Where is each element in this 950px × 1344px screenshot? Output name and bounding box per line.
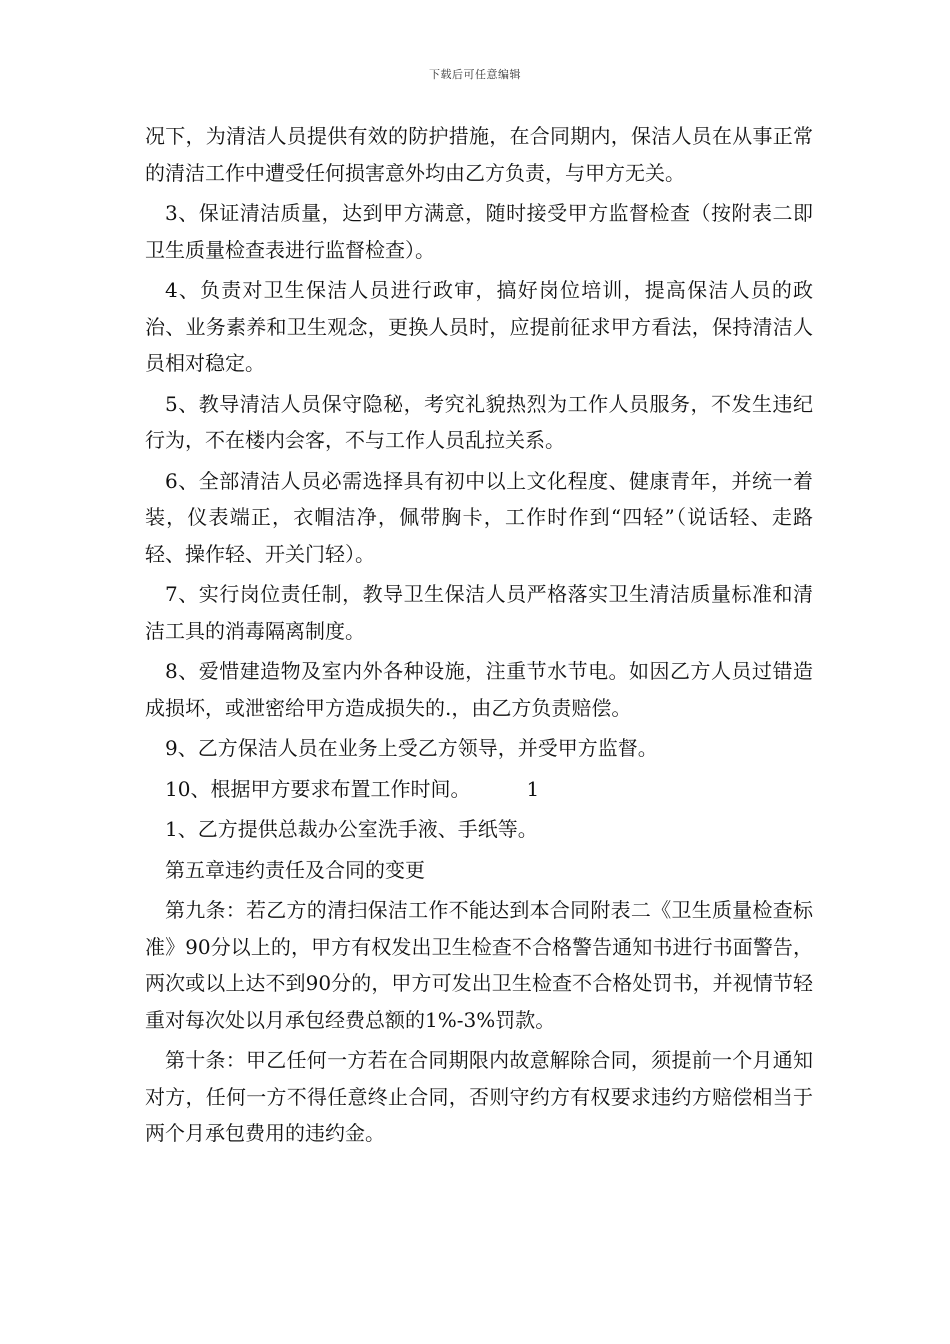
paragraph-item-9: 9、乙方保洁人员在业务上受乙方领导，并受甲方监督。 (165, 736, 658, 760)
page-header: 下载后可任意编辑 (429, 68, 521, 81)
paragraph-item-10 (145, 771, 813, 808)
chapter-five-heading: 第五章违约责任及合同的变更 (165, 857, 425, 882)
page-number: 1 (526, 776, 540, 801)
paragraph-item-6: 6、全部清洁人员必需选择具有初中以上文化程度、健康青年，并统一着装，仪表端正，衣帽洁净，佩带胸卡，工作时作到“四轻”（说话轻、走路轻、操作轻、开关门轻）。 (145, 468, 813, 566)
paragraph-item-10-text: 10、根据甲方要求布置工作时间。 (165, 776, 471, 801)
paragraph-item-4: 4、负责对卫生保洁人员进行政审，搞好岗位培训，提高保洁人员的政治、业务素养和卫生观念，更换人员时，应提前征求甲方看法，保持清洁人员相对稳定。 (145, 278, 813, 375)
paragraph-supply-item-1: 1、乙方提供总裁办公室洗手液、手纸等。 (165, 817, 538, 841)
paragraph-item-8: 8、爱惜建造物及室内外各种设施，注重节水节电。如因乙方人员过错造成损坏，或泄密给甲方造成损失的.，由乙方负责赔偿。 (145, 659, 813, 720)
article-ten: 第十条：甲乙任何一方若在合同期限内故意解除合同，须提前一个月通知对方，任何一方不得任意终止合同，否则守约方有权要求违约方赔偿相当于两个月承包费用的违约金。 (145, 1048, 813, 1145)
paragraph-item-5: 5、教导清洁人员保守隐秘，考究礼貌热烈为工作人员服务，不发生违纪行为，不在楼内会客，不与工作人员乱拉关系。 (145, 391, 813, 452)
paragraph-item-3: 3、保证清洁质量，达到甲方满意，随时接受甲方监督检查（按附表二即卫生质量检查表进行监督检查）。 (145, 201, 813, 262)
document-body (145, 118, 813, 1156)
paragraph-item-7: 7、实行岗位责任制，教导卫生保洁人员严格落实卫生清洁质量标准和清洁工具的消毒隔离制度。 (145, 582, 813, 643)
article-nine: 第九条：若乙方的清扫保洁工作不能达到本合同附表二《卫生质量检查标准》90分以上的，甲方有权发出卫生检查不合格警告通知书进行书面警告，两次或以上达不到90分的，甲方可发出卫生检查不合格处罚书，并视情节轻重对每次处以月承包经费总额的1%-3%罚款。 (145, 898, 813, 1032)
paragraph-continuation: 况下，为清洁人员提供有效的防护措施，在合同期内，保洁人员在从事正常的清洁工作中遭受任何损害意外均由乙方负责，与甲方无关。 (145, 124, 813, 185)
